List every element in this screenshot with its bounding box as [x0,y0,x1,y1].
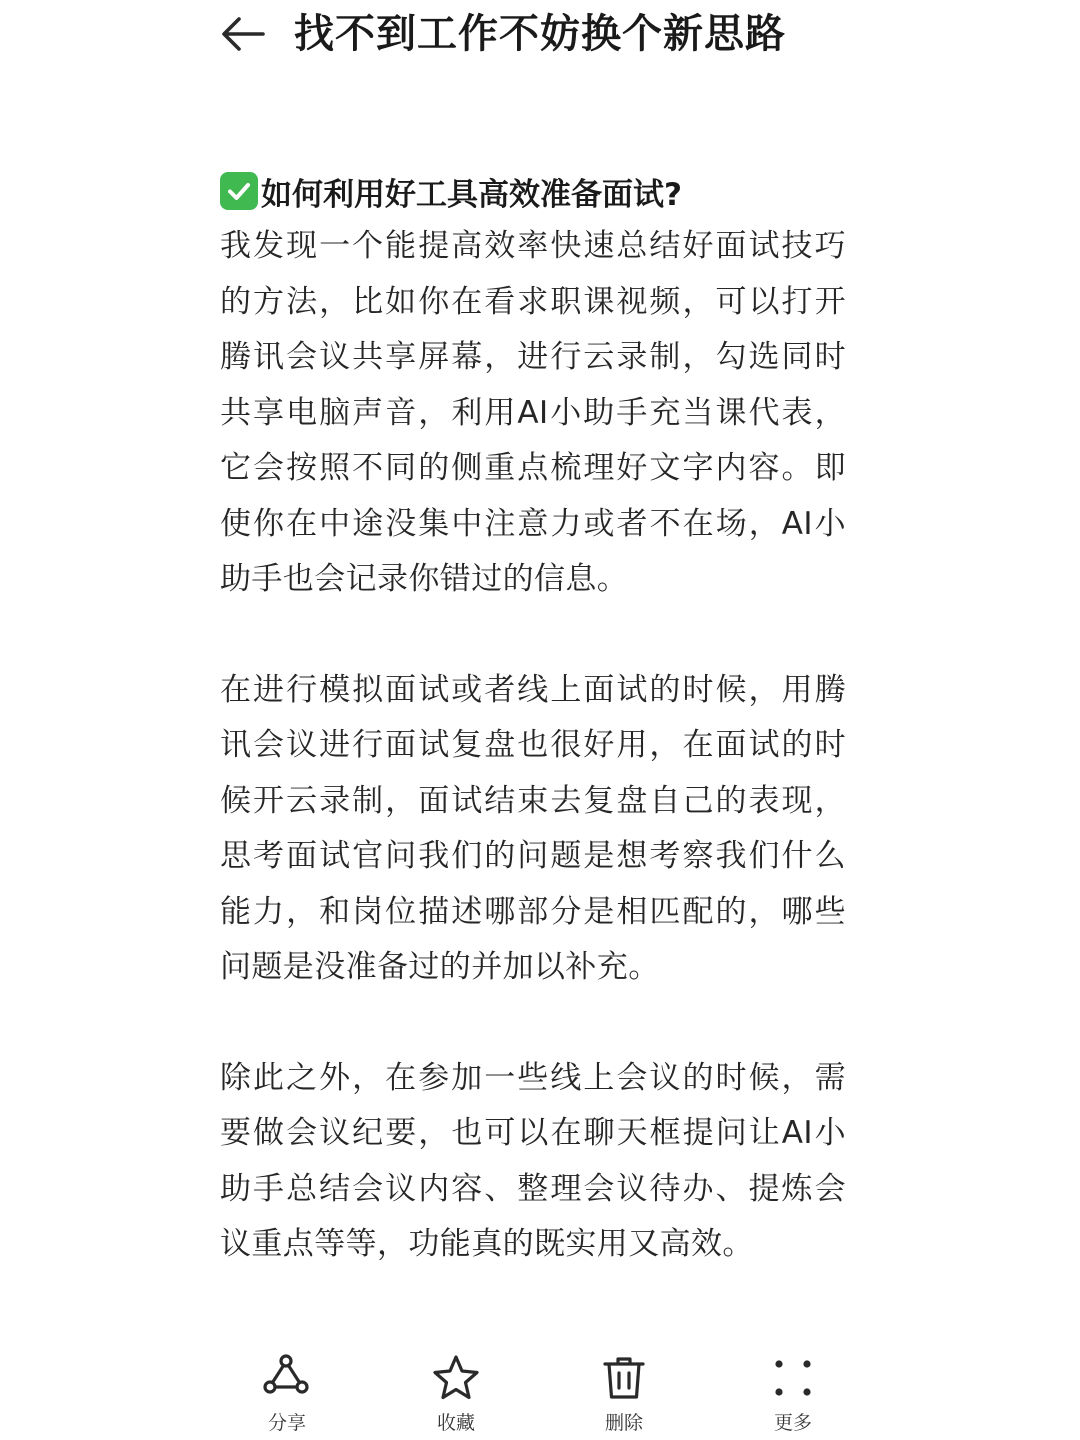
star-icon [428,1350,484,1406]
arrow-left-icon [219,14,267,54]
article-paragraph: 除此之外，在参加一些线上会议的时候，需要做会议纪要，也可以在聊天框提问让AI小助手总结会议内容、整理会议待办、提炼会议重点等等，功能真的既实用又高效。 [220,1059,846,1262]
article-paragraph: 在进行模拟面试或者线上面试的时候，用腾讯会议进行面试复盘也很好用，在面试的时候开云录制，面试结束去复盘自己的表现，思考面试官问我们的问题是想考察我们什么能力，和岗位描述哪部分是相匹配的，哪些问题是没准备过的并加以补充。 [220,671,846,985]
trash-icon [596,1350,652,1406]
back-button[interactable] [218,12,268,56]
delete-label: 删除 [604,1412,643,1434]
page-title: 找不到工作不妨换个新思路 [294,11,786,57]
more-label: 更多 [773,1412,812,1434]
article-heading [220,163,846,219]
more-dots-icon [765,1350,821,1406]
article-paragraph: 我发现一个能提高效率快速总结好面试技巧的方法，比如你在看求职课视频，可以打开腾讯会议共享屏幕，进行云录制，勾选同时共享电脑声音，利用AI小助手充当课代表，它会按照不同的侧重点梳理好文字内容。即使你在中途没集中注意力或者不在场，AI小助手也会记录你错过的信息。 [220,228,846,597]
share-button[interactable] [227,1350,347,1435]
article-heading-text: 如何利用好工具高效准备面试? [261,176,682,213]
article-body [220,163,846,1273]
share-label: 分享 [267,1412,306,1434]
more-button[interactable] [733,1350,853,1435]
delete-button[interactable] [564,1350,684,1435]
favorite-button[interactable] [396,1350,516,1435]
favorite-label: 收藏 [436,1412,475,1434]
bottom-action-bar [0,1350,1080,1440]
check-mark-icon [220,172,258,210]
share-icon [259,1350,315,1406]
top-bar [0,0,1080,70]
